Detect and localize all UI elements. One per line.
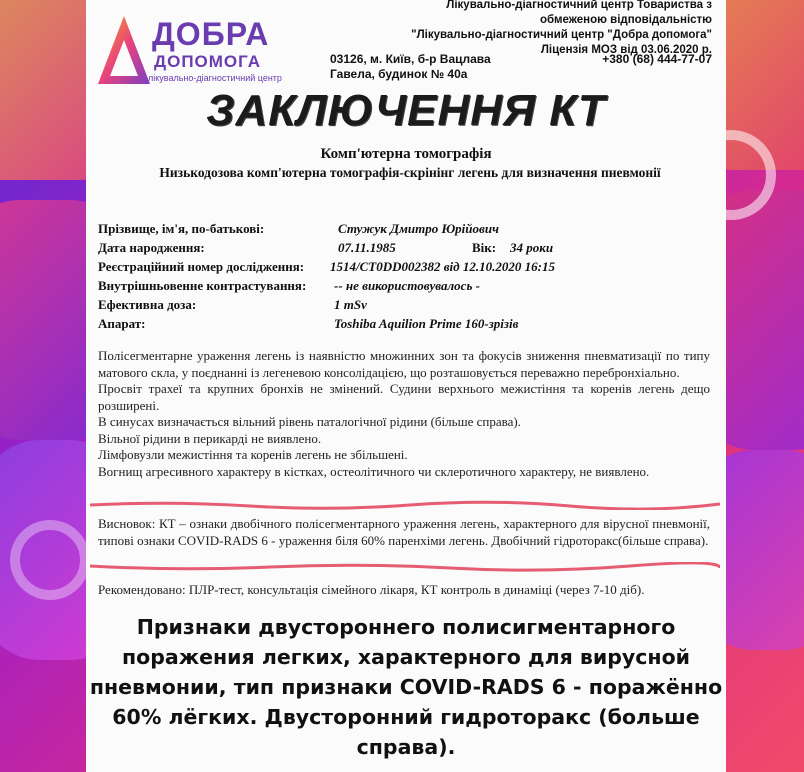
clinic-phone: +380 (68) 444-77-07 [602,52,712,66]
device-value: Toshiba Aquilion Prime 160-зрізів [334,316,519,331]
reg-value: 1514/CT0DD002382 від 12.10.2020 16:15 [330,259,555,274]
header-line: "Лікувально-діагностичний центр "Добра допомога" [411,29,712,41]
logo-triangle-icon [96,14,152,86]
bg-ring [10,520,90,600]
finding-paragraph: Полісегментарне ураження легень із наявністю множинних зон та фокусів зниження пневматизації по типу матового скла, у поєднанні із легеневою консолідацією, що розташовується переважно перебронхіально. [98,348,710,380]
finding-paragraph: В синусах визначається вільний рівень паталогічної рідини (більше справа). [98,414,521,429]
clinic-header-info [352,0,712,58]
name-label: Прізвище, ім'я, по-батькові: [98,221,265,236]
overlay-caption: Признаки двустороннего полисигментарного поражения легких, характерного для вирусной пневмонии, тип признаки COVID-RADS 6 - поражённо 60% лёгких. Двусторонний гидроторакс (больше справа). [89,615,723,759]
conclusion-text: Висновок: КТ – ознаки двобічного полісегментарного ураження легень, характерного для вірусної пневмонії, типові ознаки COVID-RADS 6 - ураження біля 60% паренхіми легень. Двобічний гідроторакс(більше справа). [98,516,710,548]
header-line: Ліцензія МОЗ від 03.06.2020 р. [540,44,712,56]
finding-paragraph: Лімфовузли межистіння та коренів легень не збільшені. [98,447,408,462]
dob-label: Дата народження: [98,240,205,255]
clinic-logo [96,14,291,86]
device-label: Апарат: [98,316,146,331]
logo-subname: ДОПОМОГА [154,52,262,71]
address-line: 03126, м. Київ, б-р Вацлава [330,52,491,66]
finding-paragraph: Вільної рідини в перикарді не виявлено. [98,430,322,446]
age-value: 34 роки [510,240,554,255]
header-line: Лікувально-діагностичний центр Товариства з [446,0,712,11]
age-label: Вік: [472,240,497,255]
logo-tagline: лікувально-діагностичний центр [148,73,282,83]
clinic-address [330,52,491,82]
findings [98,348,710,480]
highlight-underline [90,500,720,510]
report-subtitle: Комп'ютерна томографія [320,146,492,162]
address-line: Гавела, будинок № 40а [330,67,468,81]
recommendation-text: Рекомендовано: ПЛР-тест, консультація сімейного лікаря, КТ контроль в динаміці (через 7-10 діб). [98,582,645,597]
report-title: ЗАКЛЮЧЕННЯ КТ [206,86,606,135]
dose-label: Ефективна доза: [98,297,197,312]
contrast-label: Внутрішньовенне контрастування: [98,278,307,293]
reg-label: Реєстраційний номер дослідження: [98,259,305,274]
dose-value: 1 mSv [334,297,367,312]
logo-name: ДОБРА [152,16,270,52]
dob-value: 07.11.1985 [338,240,396,255]
report-subtitle-2: Низькодозова комп'ютерна томографія-скрінінг легень для визначення пневмонії [159,165,661,180]
finding-paragraph: Просвіт трахеї та крупних бронхів не змінений. Судини верхнього межистіння та коренів легень дещо розширені. [98,381,710,413]
highlight-underline [90,562,720,572]
name-value: Стужук Дмитро Юрійович [338,221,499,236]
finding-paragraph: Вогнищ агресивного характеру в кістках, остеолітичного чи склеротичного характеру, не виявлено. [98,463,650,479]
contrast-value: -- не використовувалось - [334,278,480,293]
header-line: обмеженою відповідальністю [540,14,712,26]
